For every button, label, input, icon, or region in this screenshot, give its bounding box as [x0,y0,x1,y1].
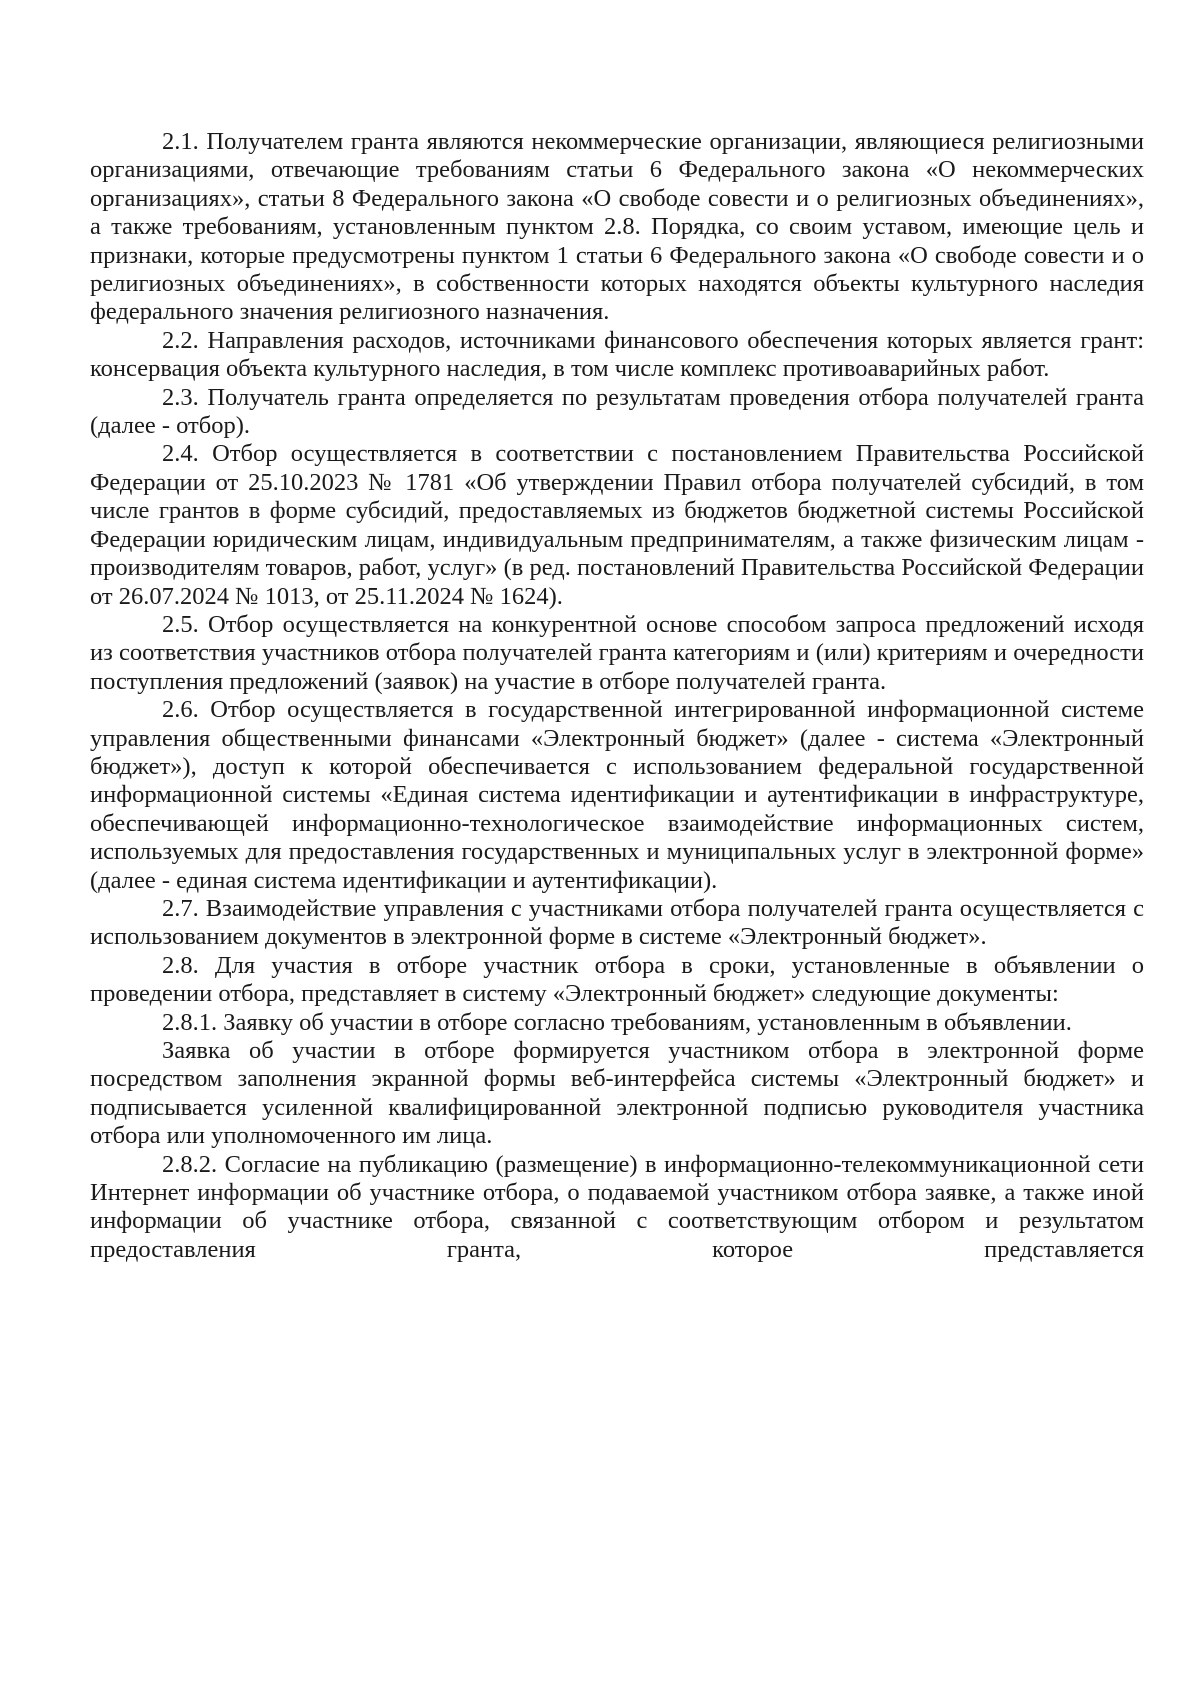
paragraph-2-1: 2.1. Получателем гранта являются некоммерческие организации, являющиеся религиозными организациями, отвечающие требованиям статьи 6 Федерального закона «О некоммерческих организациях», статьи 8 Федерального закона «О свободе совести и о религиозных объединениях», а также требованиям, установленным пунктом 2.8. Порядка, со своим уставом, имеющие цель и признаки, которые предусмотрены пунктом 1 статьи 6 Федерального закона «О свободе совести и о религиозных объединениях», в собственности которых находятся объекты культурного наследия федерального значения религиозного назначения. [90,128,1144,326]
paragraph-application-form: Заявка об участии в отборе формируется участником отбора в электронной форме посредством заполнения экранной формы веб-интерфейса системы «Электронный бюджет» и подписывается усиленной квалифицированной электронной подписью руководителя участника отбора или уполномоченного им лица. [90,1037,1144,1150]
paragraph-2-4: 2.4. Отбор осуществляется в соответствии с постановлением Правительства Российской Федерации от 25.10.2023 № 1781 «Об утверждении Правил отбора получателей субсидий, в том числе грантов в форме субсидий, предоставляемых из бюджетов бюджетной системы Российской Федерации юридическим лицам, индивидуальным предпринимателям, а также физическим лицам - производителям товаров, работ, услуг» (в ред. постановлений Правительства Российской Федерации от 26.07.2024 № 1013, от 25.11.2024 № 1624). [90,440,1144,610]
paragraph-2-2: 2.2. Направления расходов, источниками финансового обеспечения которых является грант: консервация объекта культурного наследия, в том числе комплекс противоаварийных работ. [90,326,1144,383]
paragraph-2-3: 2.3. Получатель гранта определяется по результатам проведения отбора получателей гранта (далее - отбор). [90,383,1144,440]
paragraph-2-5: 2.5. Отбор осуществляется на конкурентной основе способом запроса предложений исходя из соответствия участников отбора получателей гранта категориям и (или) критериям и очередности поступления предложений (заявок) на участие в отборе получателей гранта. [90,610,1144,695]
document-page [90,128,1144,1264]
paragraph-2-8: 2.8. Для участия в отборе участник отбора в сроки, установленные в объявлении о проведении отбора, представляет в систему «Электронный бюджет» следующие документы: [90,951,1144,1008]
paragraph-2-6: 2.6. Отбор осуществляется в государственной интегрированной информационной системе управления общественными финансами «Электронный бюджет» (далее - система «Электронный бюджет»), доступ к которой обеспечивается с использованием федеральной государственной информационной системы «Единая система идентификации и аутентификации в инфраструктуре, обеспечивающей информационно-технологическое взаимодействие информационных систем, используемых для предоставления государственных и муниципальных услуг в электронной форме» (далее - единая система идентификации и аутентификации). [90,696,1144,894]
paragraph-2-8-1: 2.8.1. Заявку об участии в отборе согласно требованиям, установленным в объявлении. [162,1008,1072,1036]
paragraph-2-7: 2.7. Взаимодействие управления с участниками отбора получателей гранта осуществляется с использованием документов в электронной форме в системе «Электронный бюджет». [90,894,1144,951]
paragraph-2-8-2: 2.8.2. Согласие на публикацию (размещение) в информационно-телекоммуникационной сети Интернет информации об участнике отбора, о подаваемой участником отбора заявке, а также иной информации об участнике отбора, связанной с соответствующим отбором и результатом предоставления гранта, которое представляется [90,1150,1144,1263]
